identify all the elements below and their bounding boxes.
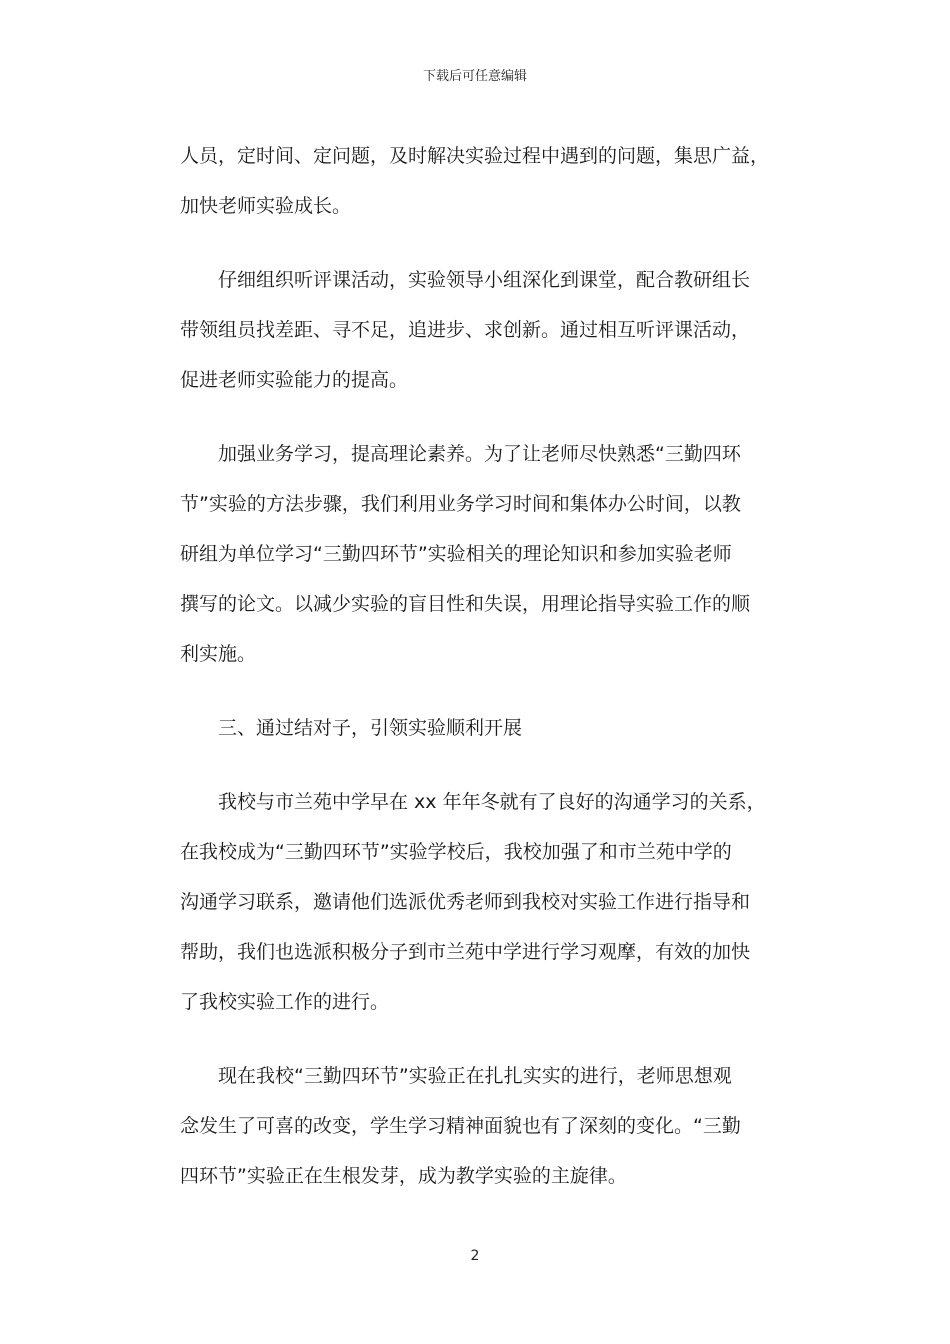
text-line: 仔细组织听评课活动，实验领导小组深化到课堂，配合教研组长 bbox=[180, 269, 751, 291]
paragraph bbox=[180, 255, 770, 405]
text-line: 加快老师实验成长。 bbox=[180, 195, 352, 217]
section-heading bbox=[180, 703, 770, 753]
paragraph bbox=[180, 429, 770, 679]
page-number-text: 2 bbox=[470, 1248, 480, 1264]
text-line: 利实施。 bbox=[180, 643, 257, 665]
paragraph bbox=[180, 1051, 770, 1201]
paragraph bbox=[180, 131, 770, 231]
text-line: 我校与市兰苑中学早在 xx 年年冬就有了良好的沟通学习的关系， bbox=[180, 791, 766, 813]
text-line: 人员，定时间、定问题，及时解决实验过程中遇到的问题，集思广益， bbox=[180, 145, 770, 167]
text-line: 促进老师实验能力的提高。 bbox=[180, 369, 409, 391]
text-line: 沟通学习联系，邀请他们选派优秀老师到我校对实验工作进行指导和 bbox=[180, 891, 751, 913]
text-line: 带领组员找差距、寻不足，追进步、求创新。通过相互听评课活动， bbox=[180, 319, 751, 341]
text-line: 了我校实验工作的进行。 bbox=[180, 991, 390, 1013]
text-line: 在我校成为“三勤四环节”实验学校后，我校加强了和市兰苑中学的 bbox=[180, 841, 732, 863]
paragraph bbox=[180, 777, 770, 1027]
text-line: 撰写的论文。以减少实验的盲目性和失误，用理论指导实验工作的顺 bbox=[180, 593, 751, 615]
page-header bbox=[0, 68, 950, 86]
text-line: 加强业务学习，提高理论素养。为了让老师尽快熟悉“三勤四环 bbox=[180, 443, 741, 465]
document-body bbox=[180, 131, 770, 1225]
text-line: 帮助，我们也选派积极分子到市兰苑中学进行学习观摩，有效的加快 bbox=[180, 941, 751, 963]
header-text: 下载后可任意编辑 bbox=[422, 69, 527, 84]
text-line: 三、通过结对子，引领实验顺利开展 bbox=[180, 717, 523, 739]
text-line: 念发生了可喜的改变，学生学习精神面貌也有了深刻的变化。“三勤 bbox=[180, 1115, 741, 1137]
text-line: 节”实验的方法步骤，我们利用业务学习时间和集体办公时间，以教 bbox=[180, 493, 741, 515]
page-number bbox=[0, 1247, 950, 1265]
text-line: 研组为单位学习“三勤四环节”实验相关的理论知识和参加实验老师 bbox=[180, 543, 732, 565]
text-line: 现在我校“三勤四环节”实验正在扎扎实实的进行，老师思想观 bbox=[180, 1065, 732, 1087]
text-line: 四环节”实验正在生根发芽，成为教学实验的主旋律。 bbox=[180, 1165, 627, 1187]
